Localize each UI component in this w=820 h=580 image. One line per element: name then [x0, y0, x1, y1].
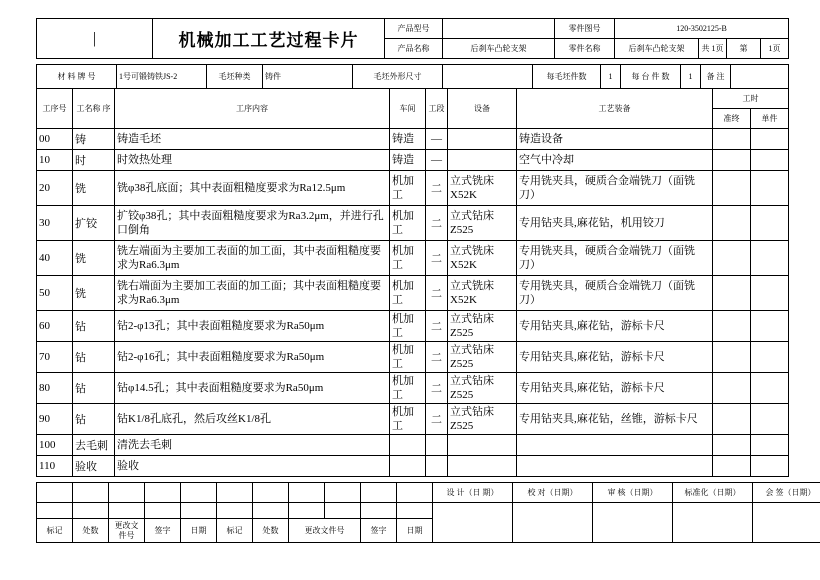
footer-date-2: 日期: [397, 519, 433, 543]
op-tooling: 专用钻夹具,麻花钻，游标卡尺: [517, 373, 713, 404]
op-prep: [713, 404, 751, 435]
blank-size-value: [443, 65, 533, 89]
op-unit: [751, 373, 789, 404]
op-no: 30: [37, 206, 73, 241]
op-tooling: 专用钻夹具,麻花钻，游标卡尺: [517, 311, 713, 342]
part-name-label: 零件名称: [555, 39, 615, 59]
op-prep: [713, 171, 751, 206]
col-content: 工序内容: [115, 89, 390, 129]
op-workshop: 机加工: [390, 171, 426, 206]
op-section: 二: [426, 404, 448, 435]
op-equipment: 立式钻床Z525: [448, 206, 517, 241]
op-content: 钻K1/8孔底孔，然后攻丝K1/8孔: [115, 404, 390, 435]
op-section: [426, 456, 448, 477]
op-section: —: [426, 150, 448, 171]
op-tooling: 铸造设备: [517, 129, 713, 150]
op-name: 钻: [73, 342, 115, 373]
total-pages: 共 1页: [699, 39, 727, 59]
table-row: [37, 276, 789, 311]
op-content: 钻2-φ16孔；其中表面粗糙度要求为Ra50μm: [115, 342, 390, 373]
op-content: 时效热处理: [115, 150, 390, 171]
op-prep: [713, 241, 751, 276]
op-no: 00: [37, 129, 73, 150]
op-section: [426, 435, 448, 456]
footer-mark-2: 标记: [217, 519, 253, 543]
op-name: 钻: [73, 404, 115, 435]
op-workshop: 机加工: [390, 206, 426, 241]
op-content: 铸造毛坯: [115, 129, 390, 150]
col-section: 工段: [426, 89, 448, 129]
table-row: [37, 342, 789, 373]
op-no: 100: [37, 435, 73, 456]
footer-change-doc-1: 更改文件号: [109, 519, 145, 543]
op-prep: [713, 456, 751, 477]
op-name: 铣: [73, 276, 115, 311]
table-row: [37, 206, 789, 241]
op-unit: [751, 129, 789, 150]
op-equipment: [448, 456, 517, 477]
op-tooling: [517, 456, 713, 477]
footer-date-1: 日期: [181, 519, 217, 543]
op-tooling: 专用铣夹具，硬质合金端铣刀（面铣刀）: [517, 276, 713, 311]
op-content: 清洗去毛刺: [115, 435, 390, 456]
op-tooling: 专用钻夹具,麻花钻，丝锥，游标卡尺: [517, 404, 713, 435]
blank-size-label: 毛坯外形尺寸: [353, 65, 443, 89]
part-name-value: 后刹车凸轮支架: [615, 39, 699, 59]
op-section: 二: [426, 342, 448, 373]
op-name: 去毛刺: [73, 435, 115, 456]
op-unit: [751, 206, 789, 241]
op-tooling: 专用钻夹具,麻花钻，机用铰刀: [517, 206, 713, 241]
footer-change-doc-2: 更改文件号: [289, 519, 361, 543]
part-drawing-label: 零件图号: [555, 19, 615, 39]
op-equipment: 立式钻床Z525: [448, 342, 517, 373]
col-op-no: 工序号: [37, 89, 73, 129]
col-equipment: 设备: [448, 89, 517, 129]
op-unit: [751, 241, 789, 276]
op-no: 80: [37, 373, 73, 404]
op-unit: [751, 342, 789, 373]
remark-label: 备 注: [701, 65, 731, 89]
table-row: [37, 241, 789, 276]
product-name-label: 产品名称: [385, 39, 443, 59]
op-prep: [713, 342, 751, 373]
table-row: [37, 129, 789, 150]
op-workshop: 机加工: [390, 342, 426, 373]
material-row: [36, 64, 789, 89]
op-tooling: [517, 435, 713, 456]
table-row: [37, 435, 789, 456]
per-blank-label: 每毛坯件数: [533, 65, 601, 89]
table-row: [37, 456, 789, 477]
footer-count-2: 处数: [253, 519, 289, 543]
op-equipment: 立式钻床Z525: [448, 311, 517, 342]
remark-value: [731, 65, 789, 89]
op-no: 70: [37, 342, 73, 373]
op-name: 钻: [73, 311, 115, 342]
material-grade-value: 1号可锻铸铁JS-2: [117, 65, 207, 89]
op-name: 时: [73, 150, 115, 171]
op-content: 钻2-φ13孔；其中表面粗糙度要求为Ra50μm: [115, 311, 390, 342]
op-no: 20: [37, 171, 73, 206]
op-content: 铣左端面为主要加工表面的加工面，其中表面粗糙度要求为Ra6.3μm: [115, 241, 390, 276]
per-machine-value: 1: [681, 65, 701, 89]
footer-design: 设 计（日 期）: [433, 483, 513, 503]
op-prep: [713, 311, 751, 342]
op-prep: [713, 373, 751, 404]
product-model-label: 产品型号: [385, 19, 443, 39]
footer-mark-1: 标记: [37, 519, 73, 543]
op-no: 90: [37, 404, 73, 435]
op-workshop: 铸造: [390, 129, 426, 150]
table-row: [37, 373, 789, 404]
op-section: 二: [426, 311, 448, 342]
footer-review: 审 核（日期）: [593, 483, 673, 503]
op-unit: [751, 150, 789, 171]
op-equipment: [448, 435, 517, 456]
footer-standard: 标准化（日期）: [673, 483, 753, 503]
op-name: 扩铰: [73, 206, 115, 241]
op-content: 扩铰φ38孔；其中表面粗糙度要求为Ra3.2μm，并进行孔口倒角: [115, 206, 390, 241]
table-row: [37, 404, 789, 435]
op-unit: [751, 311, 789, 342]
op-name: 铣: [73, 171, 115, 206]
page-no-label: 第: [727, 39, 761, 59]
table-row: [37, 311, 789, 342]
op-workshop: 机加工: [390, 311, 426, 342]
op-prep: [713, 129, 751, 150]
op-prep: [713, 150, 751, 171]
op-section: 二: [426, 276, 448, 311]
logo-mark: |: [37, 19, 153, 59]
op-section: 二: [426, 171, 448, 206]
op-equipment: 立式钻床Z525: [448, 404, 517, 435]
per-machine-label: 每 台 件 数: [621, 65, 681, 89]
op-equipment: 立式铣床X52K: [448, 241, 517, 276]
op-tooling: 专用铣夹具，硬质合金端铣刀（面铣刀）: [517, 171, 713, 206]
op-workshop: [390, 456, 426, 477]
product-model-value: [443, 19, 555, 39]
op-content: 验收: [115, 456, 390, 477]
op-equipment: 立式铣床X52K: [448, 171, 517, 206]
op-tooling: 专用钻夹具,麻花钻，游标卡尺: [517, 342, 713, 373]
op-name: 铸: [73, 129, 115, 150]
op-tooling: 专用铣夹具，硬质合金端铣刀（面铣刀）: [517, 241, 713, 276]
part-drawing-value: 120-3502125-B: [615, 19, 789, 39]
op-no: 10: [37, 150, 73, 171]
blank-type-value: 铸件: [263, 65, 353, 89]
op-content: 铣φ38孔底面；其中表面粗糙度要求为Ra12.5μm: [115, 171, 390, 206]
table-row: [37, 171, 789, 206]
op-no: 40: [37, 241, 73, 276]
op-workshop: 机加工: [390, 241, 426, 276]
op-section: 二: [426, 206, 448, 241]
op-equipment: [448, 129, 517, 150]
op-prep: [713, 435, 751, 456]
op-equipment: [448, 150, 517, 171]
op-workshop: 铸造: [390, 150, 426, 171]
card-title: 机械加工工艺过程卡片: [153, 19, 385, 59]
op-unit: [751, 404, 789, 435]
op-section: 二: [426, 241, 448, 276]
op-unit: [751, 276, 789, 311]
col-prep: 准终: [713, 109, 751, 129]
op-tooling: 空气中冷却: [517, 150, 713, 171]
op-unit: [751, 171, 789, 206]
op-content: 铣右端面为主要加工表面的加工面；其中表面粗糙度要求为Ra6.3μm: [115, 276, 390, 311]
col-hours: 工时: [713, 89, 789, 109]
footer-signature-1: 签字: [145, 519, 181, 543]
card-header: [36, 18, 789, 59]
op-name: 钻: [73, 373, 115, 404]
operations-table: [36, 88, 789, 477]
op-workshop: 机加工: [390, 276, 426, 311]
op-name: 铣: [73, 241, 115, 276]
col-op-name: 工名称 序: [73, 89, 115, 129]
operations-body: [37, 129, 789, 477]
footer-count-1: 处数: [73, 519, 109, 543]
op-equipment: 立式铣床X52K: [448, 276, 517, 311]
product-name-value: 后刹车凸轮支架: [443, 39, 555, 59]
footer-sign: 会 签（日期）: [753, 483, 820, 503]
op-no: 60: [37, 311, 73, 342]
footer-check: 校 对（日期）: [513, 483, 593, 503]
op-content: 钻φ14.5孔；其中表面粗糙度要求为Ra50μm: [115, 373, 390, 404]
material-grade-label: 材 料 牌 号: [37, 65, 117, 89]
op-prep: [713, 206, 751, 241]
col-tooling: 工艺装备: [517, 89, 713, 129]
op-workshop: 机加工: [390, 404, 426, 435]
op-equipment: 立式钻床Z525: [448, 373, 517, 404]
op-section: 二: [426, 373, 448, 404]
table-row: [37, 150, 789, 171]
footer-signature-2: 签字: [361, 519, 397, 543]
op-no: 50: [37, 276, 73, 311]
op-unit: [751, 435, 789, 456]
op-name: 验收: [73, 456, 115, 477]
op-workshop: [390, 435, 426, 456]
op-no: 110: [37, 456, 73, 477]
op-workshop: 机加工: [390, 373, 426, 404]
page-no: 1页: [761, 39, 789, 59]
op-section: —: [426, 129, 448, 150]
op-prep: [713, 276, 751, 311]
card-footer: [36, 482, 820, 543]
per-blank-value: 1: [601, 65, 621, 89]
blank-type-label: 毛坯种类: [207, 65, 263, 89]
col-unit: 单件: [751, 109, 789, 129]
col-workshop: 车间: [390, 89, 426, 129]
op-unit: [751, 456, 789, 477]
